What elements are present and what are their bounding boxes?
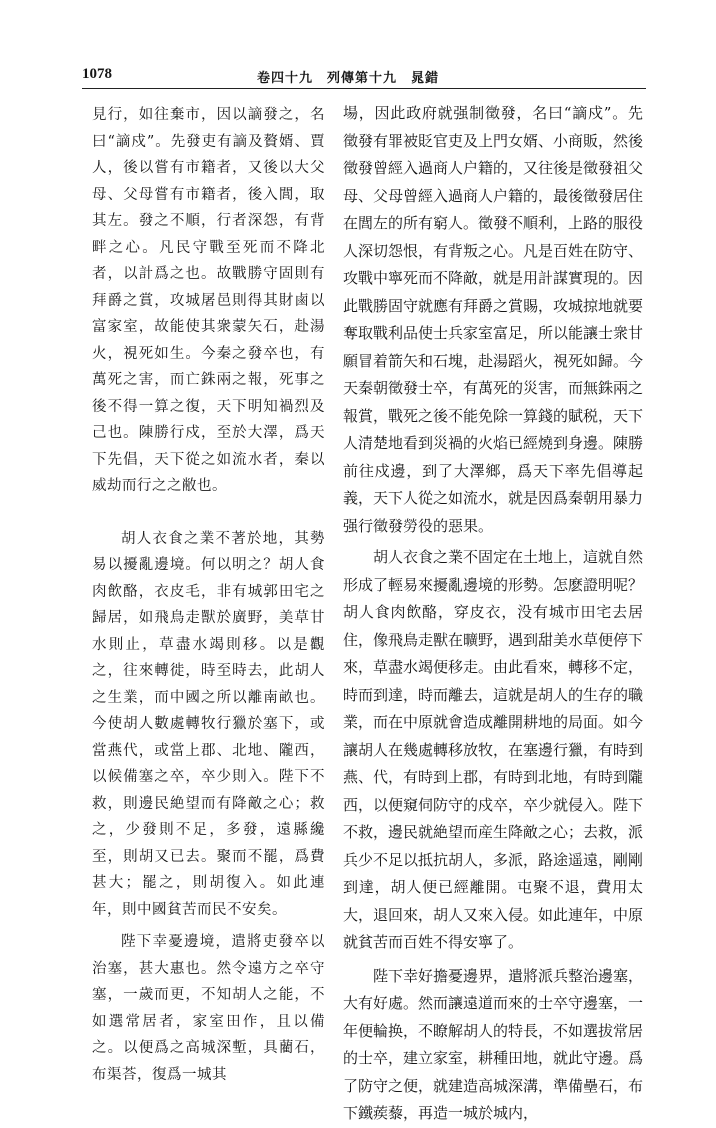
translation-paragraph: 場，因此政府就强制徵發，名曰“謫戍”。先徵發有罪被貶官吏及上門女婿、小商販，然後徵發曾經入過商人户籍的，又往後是徵發祖父母、父母曾經入過商人户籍的，最後徵發居住在閭左的所有窮人。徵發不順利，上路的服役人深切怨恨，有背叛之心。凡是百姓在防守、攻戰中寧死而不降敵，就是用計謀實現的。因此戰勝固守就應有拜爵之賞賜，攻城掠地就要奪取戰利品使士兵家室富足，所以能讓士衆甘願冒着箭矢和石塊，赴湯蹈火，視死如歸。今天秦朝徵發士卒，有萬死的災害，而無銖兩之報賞，戰死之後不能免除一算錢的賦税，天下人清楚地看到災禍的火焰已經燒到身邊。陳勝前往戍邊，到了大澤鄉，爲天下率先倡導起義，天下人從之如流水，就是因爲秦朝用暴力强行徵發勞役的惡果。	[343, 104, 644, 535]
translation-paragraph: 胡人衣食之業不固定在土地上，這就自然形成了輕易來擾亂邊境的形勢。怎麽證明呢？胡人食肉飲酪，穿皮衣，没有城市田宅去居住，像飛鳥走獸在曠野，遇到甜美水草便停下來，草盡水竭便移走。由此看來，轉移不定，時而到達，時而離去，這就是胡人的生存的職業，而在中原就會造成離開耕地的局面。如今讓胡人在幾處轉移放牧，在塞邊行獵，有時到燕、代，有時到上郡，有時到北地，有時到隴西，以便窺伺防守的戍卒，卒少就侵入。陛下不救，邊民就絶望而産生降敵之心；去救，派兵少不足以抵抗胡人，多派，路途遥遠，剛剛到達，胡人便已經離開。屯聚不退，費用太大，退回來，胡人又來入侵。如此連年，中原就貧苦而百姓不得安寧了。	[343, 548, 644, 951]
running-head-title: 卷四十九 列傳第十九 晁錯	[257, 71, 440, 86]
classical-paragraph: 胡人衣食之業不著於地，其勢易以擾亂邊境。何以明之？胡人食肉飲酪，衣皮毛，非有城郭田宅之歸居，如飛鳥走獸於廣野，美草甘水則止，草盡水竭則移。以是觀之，往來轉徙，時至時去，此胡人之生業，而中國之所以離南畝也。今使胡人數處轉牧行獵於塞下，或當燕代，或當上郡、北地、隴西，以候備塞之卒，卒少則入。陛下不救，則邊民絶望而有降敵之心；救之，少發則不足，多發，遠縣纔至，則胡又已去。聚而不罷，爲費甚大；罷之，則胡復入。如此連年，則中國貧苦而民不安矣。	[92, 530, 325, 918]
running-header	[82, 64, 646, 90]
page-number: 1078	[82, 66, 112, 82]
translation-paragraph: 陛下幸好擔憂邊界，遣將派兵整治邊塞，大有好處。然而讓遠道而來的士卒守邊塞，一年便輪换，不瞭解胡人的特長，不如選拔常居的士卒，建立家室，耕種田地，就此守邊。爲了防守之便，就建造高城深溝，準備壘石，布下鐵蒺藜，再造一城於城内，	[343, 966, 644, 1122]
classical-text-column	[92, 102, 325, 1088]
translation-text-column	[343, 100, 643, 1128]
header-rule	[82, 88, 646, 89]
classical-paragraph: 陛下幸憂邊境，遣將吏發卒以治塞，甚大惠也。然令遠方之卒守塞，一歲而更，不知胡人之能，不如選常居者，家室田作，且以備之。以便爲之高城深塹，具藺石，布渠荅，復爲一城其	[92, 934, 325, 1083]
classical-paragraph: 見行，如往棄市，因以謫發之，名曰“謫戍”。先發吏有謫及贅婿、賈人，後以嘗有市籍者，又後以大父母、父母嘗有市籍者，後入閭，取其左。發之不順，行者深怨，有背畔之心。凡民守戰至死而不降北者，以計爲之也。故戰勝守固則有拜爵之賞，攻城屠邑則得其財鹵以富家室，故能使其衆蒙矢石，赴湯火，視死如生。今秦之發卒也，有萬死之害，而亡銖兩之報，死事之後不得一算之復，天下明知禍烈及己也。陳勝行戍，至於大澤，爲天下先倡，天下從之如流水者，秦以威劫而行之之敝也。	[92, 107, 325, 494]
